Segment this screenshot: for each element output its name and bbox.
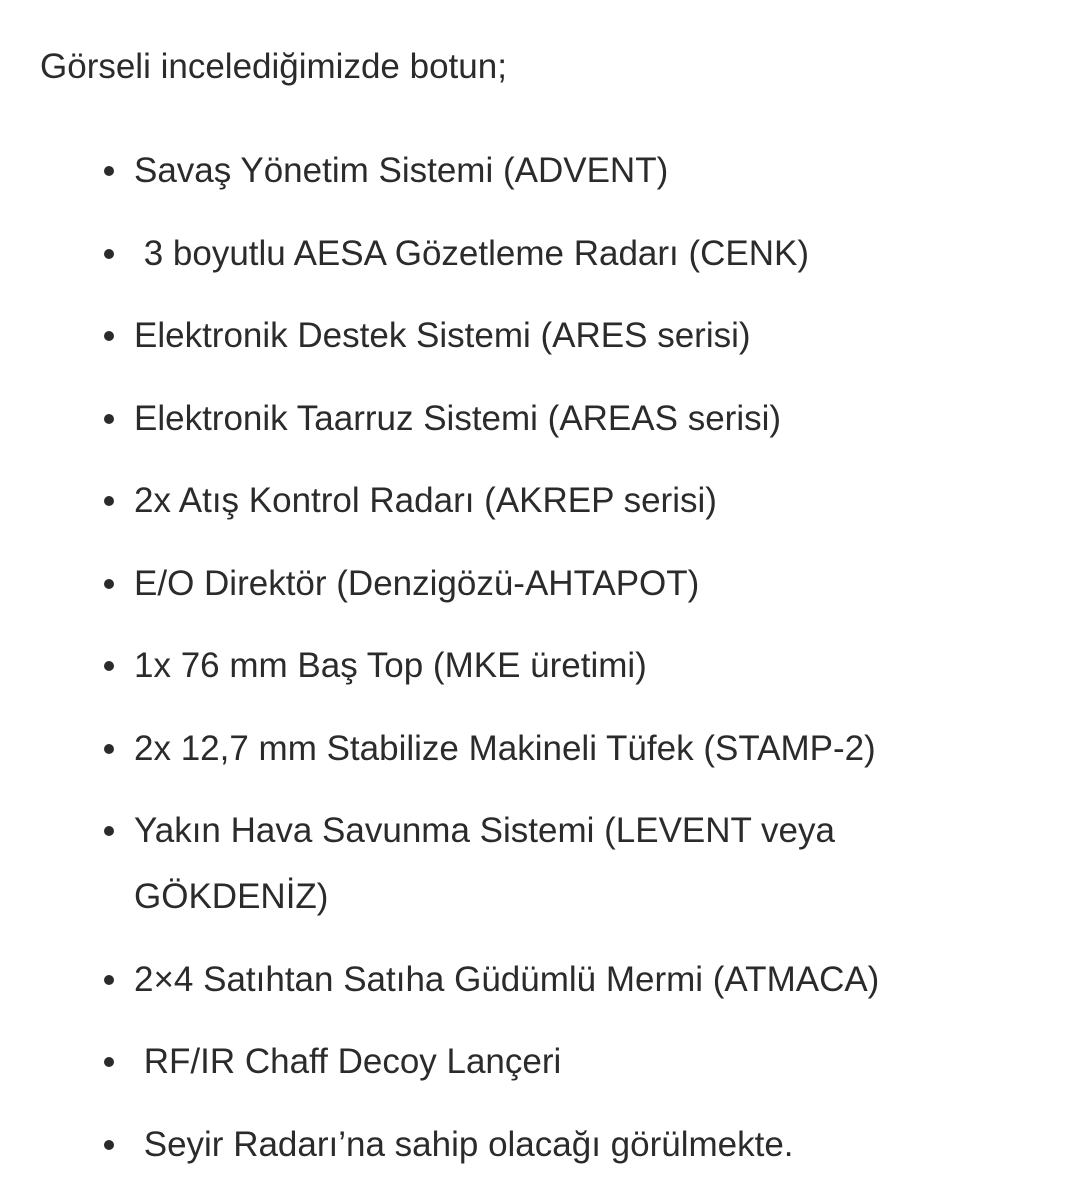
bullet-icon [104,1140,114,1150]
list-item [0,1112,1000,1178]
list-item [0,716,1000,782]
list-item [0,798,914,930]
bullet-icon [104,496,114,506]
list-item [0,386,1000,452]
bullet-icon [104,579,114,589]
list-item-text: 2x Atış Kontrol Radarı (AKREP serisi) [134,481,717,520]
list-item [0,947,1000,1013]
bullet-icon [104,744,114,754]
list-item-text: 2x 12,7 mm Stabilize Makineli Tüfek (STAMP-2) [134,728,876,768]
list-item [0,221,1000,287]
feature-list [0,138,1000,1194]
list-item [0,303,1000,369]
list-item-text: Elektronik Destek Sistemi (ARES serisi) [134,316,751,355]
bullet-icon [104,826,114,836]
list-item [0,551,1000,617]
bullet-icon [104,249,114,259]
list-item-text: 1x 76 mm Baş Top (MKE üretimi) [134,646,647,685]
list-item [0,1029,1000,1095]
list-item-text: 3 boyutlu AESA Gözetleme Radarı (CENK) [134,233,810,273]
bullet-icon [104,661,114,671]
list-item-text: RF/IR Chaff Decoy Lançeri [134,1042,562,1081]
list-item-text: Yakın Hava Savunma Sistemi (LEVENT veya GÖKDENİZ) [134,811,835,916]
intro-text: Görseli incelediğimizde botun; [40,47,507,86]
bullet-icon [104,1057,114,1067]
bullet-icon [104,331,114,341]
bullet-icon [104,414,114,424]
bullet-icon [104,166,114,176]
list-item [0,468,1000,534]
list-item-text: Elektronik Taarruz Sistemi (AREAS serisi) [134,398,782,438]
list-item-text: Seyir Radarı’na sahip olacağı görülmekte. [134,1124,794,1164]
list-item-text: Savaş Yönetim Sistemi (ADVENT) [134,151,669,190]
list-item-text: E/O Direktör (Denzigözü-AHTAPOT) [134,563,700,603]
list-item-text: 2×4 Satıhtan Satıha Güdümlü Mermi (ATMACA) [134,959,880,999]
list-item [0,633,1000,699]
list-item [0,138,1000,204]
bullet-icon [104,975,114,985]
